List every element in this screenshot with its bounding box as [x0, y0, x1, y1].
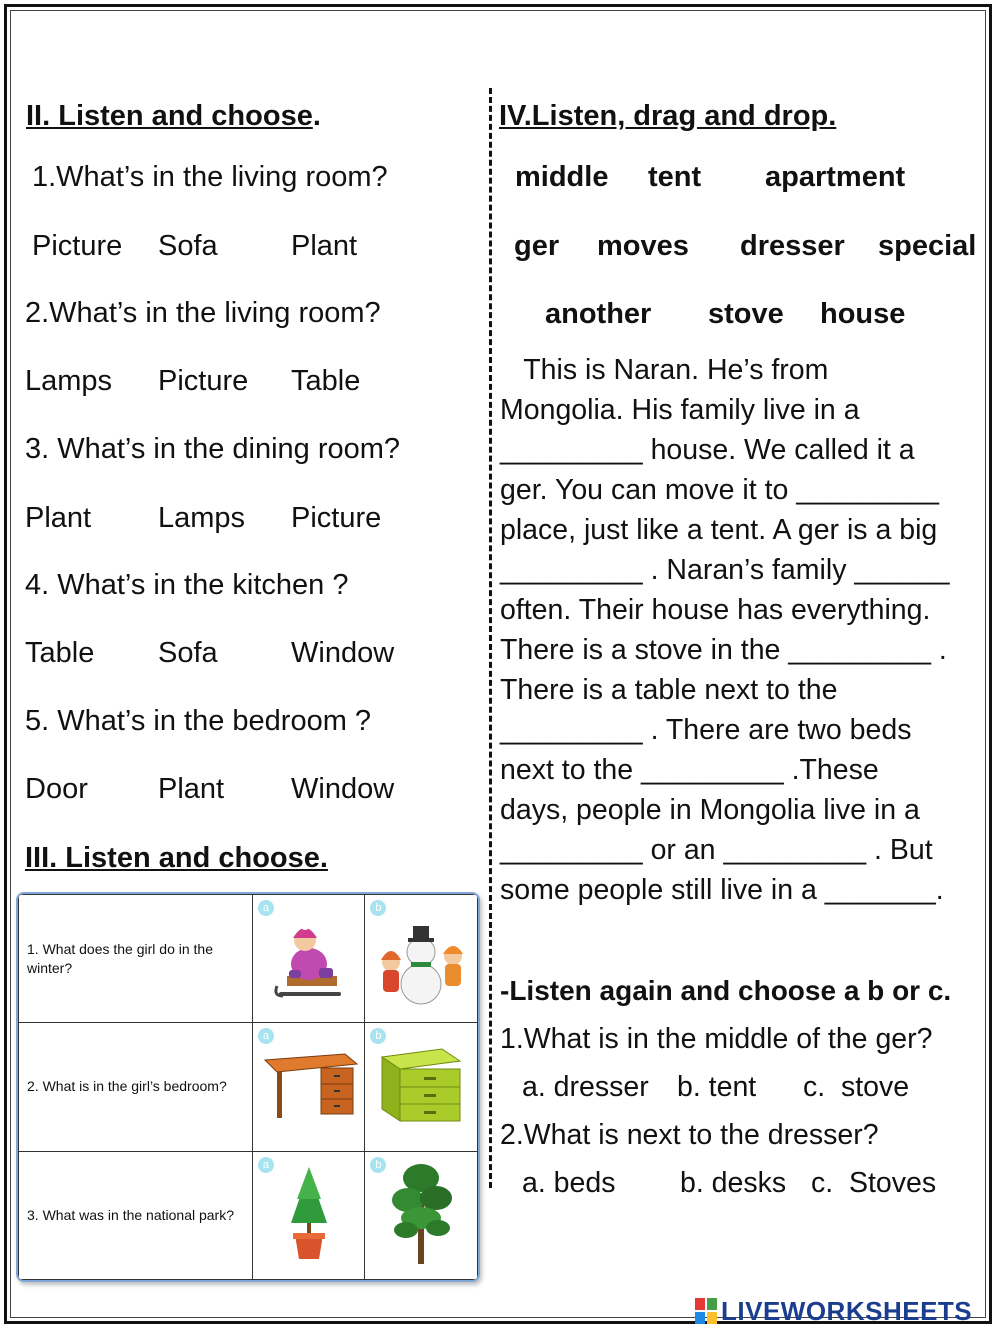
potted-plant-icon [279, 1163, 339, 1263]
word-apartment[interactable]: apartment [765, 161, 906, 193]
option-5-3[interactable]: Window [291, 773, 395, 805]
passage-line: There is a table next to the [500, 674, 838, 706]
option-1-1[interactable]: Picture [32, 230, 123, 262]
passage-line: often. Their house has everything. [500, 594, 931, 626]
word-middle[interactable]: middle [515, 161, 609, 193]
option-2-1[interactable]: Lamps [25, 365, 113, 397]
listen-again-title: -Listen again and choose a b or c. [500, 975, 952, 1006]
liveworksheets-logo-icon [695, 1298, 717, 1324]
final-option-1b[interactable]: b. tent [677, 1071, 757, 1103]
word-house[interactable]: house [820, 298, 906, 330]
passage-line: This is Naran. He’s from [500, 354, 829, 386]
option-3-1[interactable]: Plant [25, 502, 92, 534]
option-badge-b: b [370, 900, 386, 916]
column-divider [489, 88, 492, 1188]
passage-line-blank[interactable]: _________ or an _________ . But [500, 834, 933, 866]
passage-line-blank[interactable]: some people still live in a _______. [500, 874, 944, 906]
passage-line-blank[interactable]: There is a stove in the _________ . [500, 634, 947, 666]
word-tent[interactable]: tent [648, 161, 702, 193]
option-1-3[interactable]: Plant [291, 230, 358, 262]
final-option-1a[interactable]: a. dresser [522, 1071, 649, 1103]
option-badge-a: a [258, 1157, 274, 1173]
choice-3a[interactable] [252, 1151, 365, 1279]
choice-1b[interactable] [365, 895, 478, 1023]
option-5-1[interactable]: Door [25, 773, 88, 805]
option-5-2[interactable]: Plant [158, 773, 225, 805]
girl-sledding-icon [269, 906, 349, 1006]
passage-line: place, just like a tent. A ger is a big [500, 514, 938, 546]
question-3: 3. What’s in the dining room? [25, 433, 401, 465]
question-1: 1.What’s in the living room? [32, 161, 388, 193]
passage-line-blank[interactable]: next to the _________ .These [500, 754, 879, 786]
passage-line-blank[interactable]: _________ house. We called it a [500, 434, 915, 466]
passage-line-blank[interactable]: _________ . There are two beds [500, 714, 912, 746]
word-stove[interactable]: stove [708, 298, 784, 330]
picture-choice-table [16, 892, 480, 1282]
section-4-title: IV.Listen, drag and drop. [499, 100, 837, 132]
option-2-3[interactable]: Table [291, 365, 361, 397]
final-option-2b[interactable]: b. desks [680, 1167, 787, 1199]
table-question-2: 2. What is in the girl’s bedroom? [19, 1023, 253, 1151]
choice-1a[interactable] [252, 895, 365, 1023]
option-4-3[interactable]: Window [291, 637, 395, 669]
question-2: 2.What’s in the living room? [25, 297, 381, 329]
option-badge-b: b [370, 1028, 386, 1044]
final-option-1c[interactable]: c. stove [803, 1071, 910, 1103]
option-3-3[interactable]: Picture [291, 502, 382, 534]
question-4: 4. What’s in the kitchen ? [25, 569, 349, 601]
section-2-title: II. Listen and choose. [26, 100, 321, 132]
final-option-2c[interactable]: c. Stoves [811, 1167, 937, 1199]
option-4-1[interactable]: Table [25, 637, 95, 669]
passage-line-blank[interactable]: _________ . Naran’s family ______ [500, 554, 950, 586]
tree-icon [386, 1158, 456, 1268]
word-dresser[interactable]: dresser [740, 230, 845, 262]
kids-snowman-icon [371, 906, 471, 1006]
option-badge-a: a [258, 900, 274, 916]
reading-passage [500, 350, 980, 910]
table-question-3: 3. What was in the national park? [19, 1151, 253, 1279]
choice-3b[interactable] [365, 1151, 478, 1279]
final-question-2: 2.What is next to the dresser? [500, 1119, 879, 1151]
option-1-2[interactable]: Sofa [158, 230, 218, 262]
question-5: 5. What’s in the bedroom ? [25, 705, 372, 737]
choice-2b[interactable] [365, 1023, 478, 1151]
word-another[interactable]: another [545, 298, 652, 330]
section-3-title: III. Listen and choose. [25, 842, 328, 874]
word-special[interactable]: special [878, 230, 977, 262]
word-ger[interactable]: ger [514, 230, 560, 262]
table-question-1: 1. What does the girl do in the winter? [19, 895, 253, 1023]
option-badge-a: a [258, 1028, 274, 1044]
option-4-2[interactable]: Sofa [158, 637, 218, 669]
option-badge-b: b [370, 1157, 386, 1173]
final-option-2a[interactable]: a. beds [522, 1167, 616, 1199]
passage-line: Mongolia. His family live in a [500, 394, 860, 426]
word-moves[interactable]: moves [597, 230, 689, 262]
option-3-2[interactable]: Lamps [158, 502, 246, 534]
dresser-icon [376, 1039, 466, 1129]
final-question-1: 1.What is in the middle of the ger? [500, 1023, 933, 1055]
choice-2a[interactable] [252, 1023, 365, 1151]
passage-line-blank[interactable]: ger. You can move it to _________ [500, 474, 939, 506]
passage-line: days, people in Mongolia live in a [500, 794, 920, 826]
option-2-2[interactable]: Picture [158, 365, 249, 397]
desk-icon [259, 1044, 359, 1124]
brand-name: LIVEWORKSHEETS [721, 1296, 973, 1326]
